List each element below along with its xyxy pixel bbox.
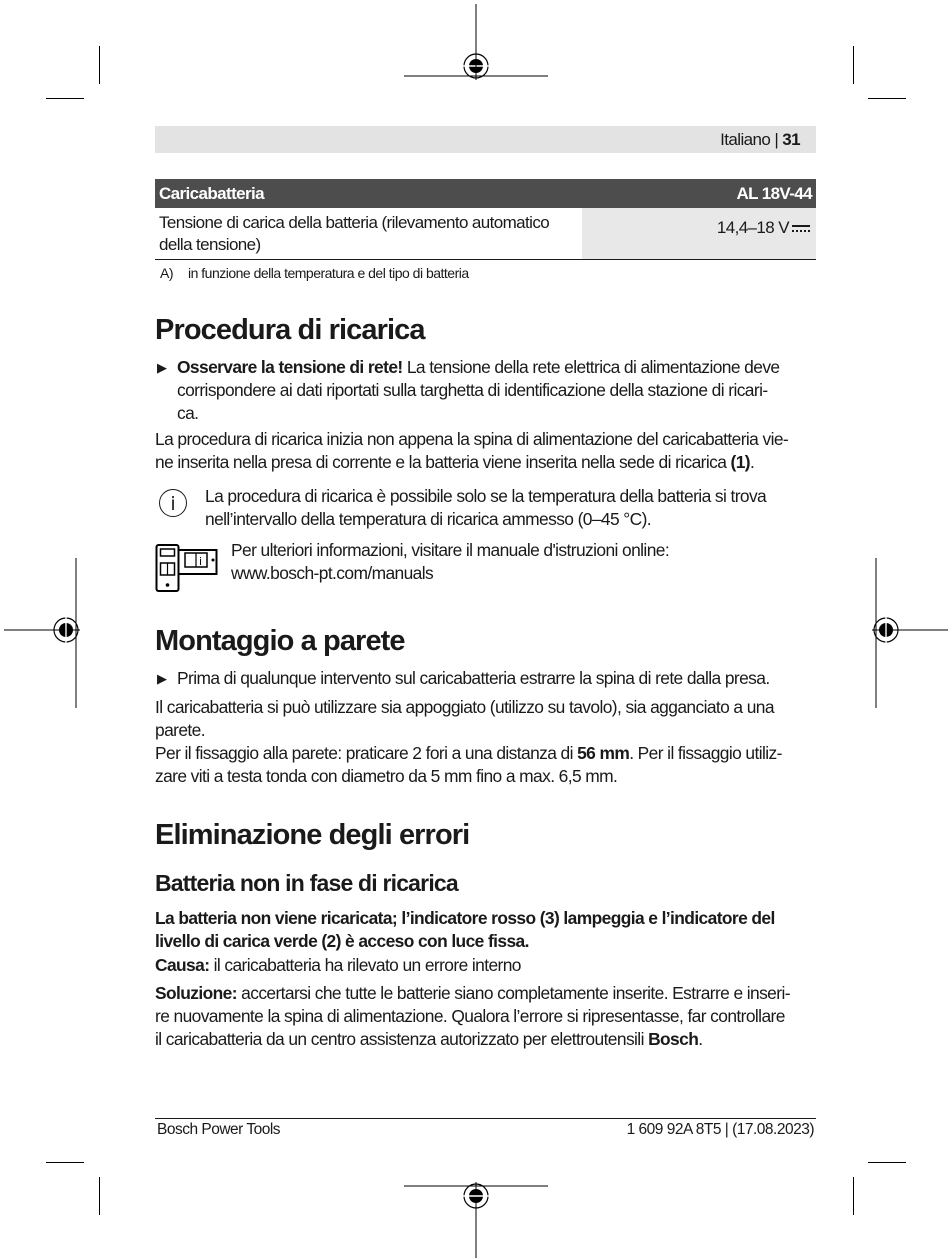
mounting-text2-start: Per il fissaggio alla parete: praticare 2 fori a una distanza di <box>155 743 578 763</box>
mounting-text1-line1: Il caricabatteria si può utilizzare sia appoggiato (utilizzo su tavolo), sia agganciato a una <box>155 697 774 717</box>
footer-doc-id: 1 609 92A 8T5 | (17.08.2023) <box>626 1121 814 1138</box>
solution-brand: Bosch <box>648 1029 699 1049</box>
page-header <box>155 126 816 153</box>
charging-warning <box>177 356 816 425</box>
spec-table-model: AL 18V-44 <box>736 183 812 203</box>
spec-row-label <box>155 208 582 259</box>
online-manual-icon <box>155 538 219 594</box>
mounting-text2-line2: zare viti a testa tonda con diametro da 5 mm fino a max. 6,5 mm. <box>155 766 618 786</box>
problem-cause <box>155 954 816 977</box>
warning-line1: La tensione della rete elettrica di alimentazione deve <box>402 357 780 377</box>
mounting-warning: Prima di qualunque intervento sul caricabatteria estrarre la spina di rete dalla presa. <box>177 668 770 688</box>
warning-line3: ca. <box>177 403 199 423</box>
registration-mark-icon <box>400 1182 550 1258</box>
cause-label: Causa: <box>155 955 210 975</box>
spec-value-text: 14,4–18 V <box>716 218 789 237</box>
solution-end: . <box>698 1029 703 1049</box>
table-row <box>155 208 816 260</box>
registration-mark-icon <box>400 4 550 80</box>
footnote-text: in funzione della temperatura e del tipo di batteria <box>188 265 469 281</box>
solution-line1: accertarsi che tutte le batterie siano completamente inserite. Estrarre e inseri- <box>236 983 790 1003</box>
section-heading-troubleshooting: Eliminazione degli errori <box>155 819 470 851</box>
solution-line2: re nuovamente la spina di alimentazione. Qualora l’errore si ripresentasse, far controllare <box>155 1006 785 1026</box>
problem-solution <box>155 982 816 1051</box>
mounting-text2 <box>155 742 816 788</box>
footer-divider <box>155 1118 816 1119</box>
subheading-not-charging: Batteria non in fase di ricarica <box>155 870 458 896</box>
registration-mark-icon <box>872 558 948 708</box>
header-language: Italiano <box>720 130 771 149</box>
charging-text <box>155 428 816 474</box>
section-heading-mounting: Montaggio a parete <box>155 625 405 657</box>
registration-mark-icon <box>4 558 80 708</box>
problem-description <box>155 907 816 953</box>
info-icon: i <box>159 489 187 517</box>
header-separator: | <box>774 130 779 149</box>
mounting-text1 <box>155 696 816 742</box>
info-line1: La procedura di ricarica è possibile solo se la temperatura della batteria si trova <box>205 486 767 506</box>
manual-line1: Per ulteriori informazioni, visitare il manuale d'istruzioni online: <box>231 540 670 560</box>
charging-text-line1: La procedura di ricarica inizia non appena la spina di alimentazione del caricabatteria vie- <box>155 429 789 449</box>
info-line2: nell’intervallo della temperatura di ricarica ammesso (0–45 °C). <box>205 509 652 529</box>
manual-note <box>231 539 816 585</box>
charging-text-line2: ne inserita nella presa di corrente e la batteria viene inserita nella sede di ricarica <box>155 452 731 472</box>
charging-text-ref: (1) <box>730 452 751 472</box>
spec-label-line1: Tensione di carica della batteria (rilevamento automatico <box>159 213 550 232</box>
page-number: 31 <box>782 130 800 149</box>
warning-triangle-icon: ▶ <box>157 360 167 375</box>
dc-current-icon <box>792 224 810 233</box>
header-text <box>720 130 800 150</box>
mounting-text1-line2: parete. <box>155 720 205 740</box>
mounting-text2-end: . Per il fissaggio utiliz- <box>629 743 782 763</box>
warning-line2: corrispondere ai dati riportati sulla targhetta di identificazione della stazione di ricari- <box>177 380 768 400</box>
spec-label-line2: della tensione) <box>159 235 261 254</box>
footnote-mark: A) <box>160 265 173 281</box>
spec-row-value <box>582 208 816 259</box>
table-footnote <box>160 265 469 281</box>
spec-table <box>155 179 816 260</box>
info-note <box>205 485 816 531</box>
cause-text: il caricabatteria ha rilevato un errore interno <box>209 955 521 975</box>
section-heading-charging: Procedura di ricarica <box>155 314 425 346</box>
mounting-distance: 56 mm <box>577 743 630 763</box>
warning-bold: Osservare la tensione di rete! <box>177 357 403 377</box>
charging-text-end: . <box>750 452 755 472</box>
svg-text:i: i <box>199 555 203 568</box>
solution-line3: il caricabatteria da un centro assistenza autorizzato per elettroutensili <box>155 1029 649 1049</box>
spec-table-title: Caricabatteria <box>159 183 264 203</box>
solution-label: Soluzione: <box>155 983 237 1003</box>
warning-triangle-icon: ▶ <box>157 671 167 686</box>
manual-link[interactable]: www.bosch-pt.com/manuals <box>231 563 434 583</box>
problem-line1: La batteria non viene ricaricata; l’indicatore rosso (3) lampeggia e l’indicatore del <box>155 908 775 928</box>
spec-table-header <box>155 179 816 208</box>
footer-brand: Bosch Power Tools <box>157 1121 281 1138</box>
problem-line2: livello di carica verde (2) è acceso con luce fissa. <box>155 931 529 951</box>
